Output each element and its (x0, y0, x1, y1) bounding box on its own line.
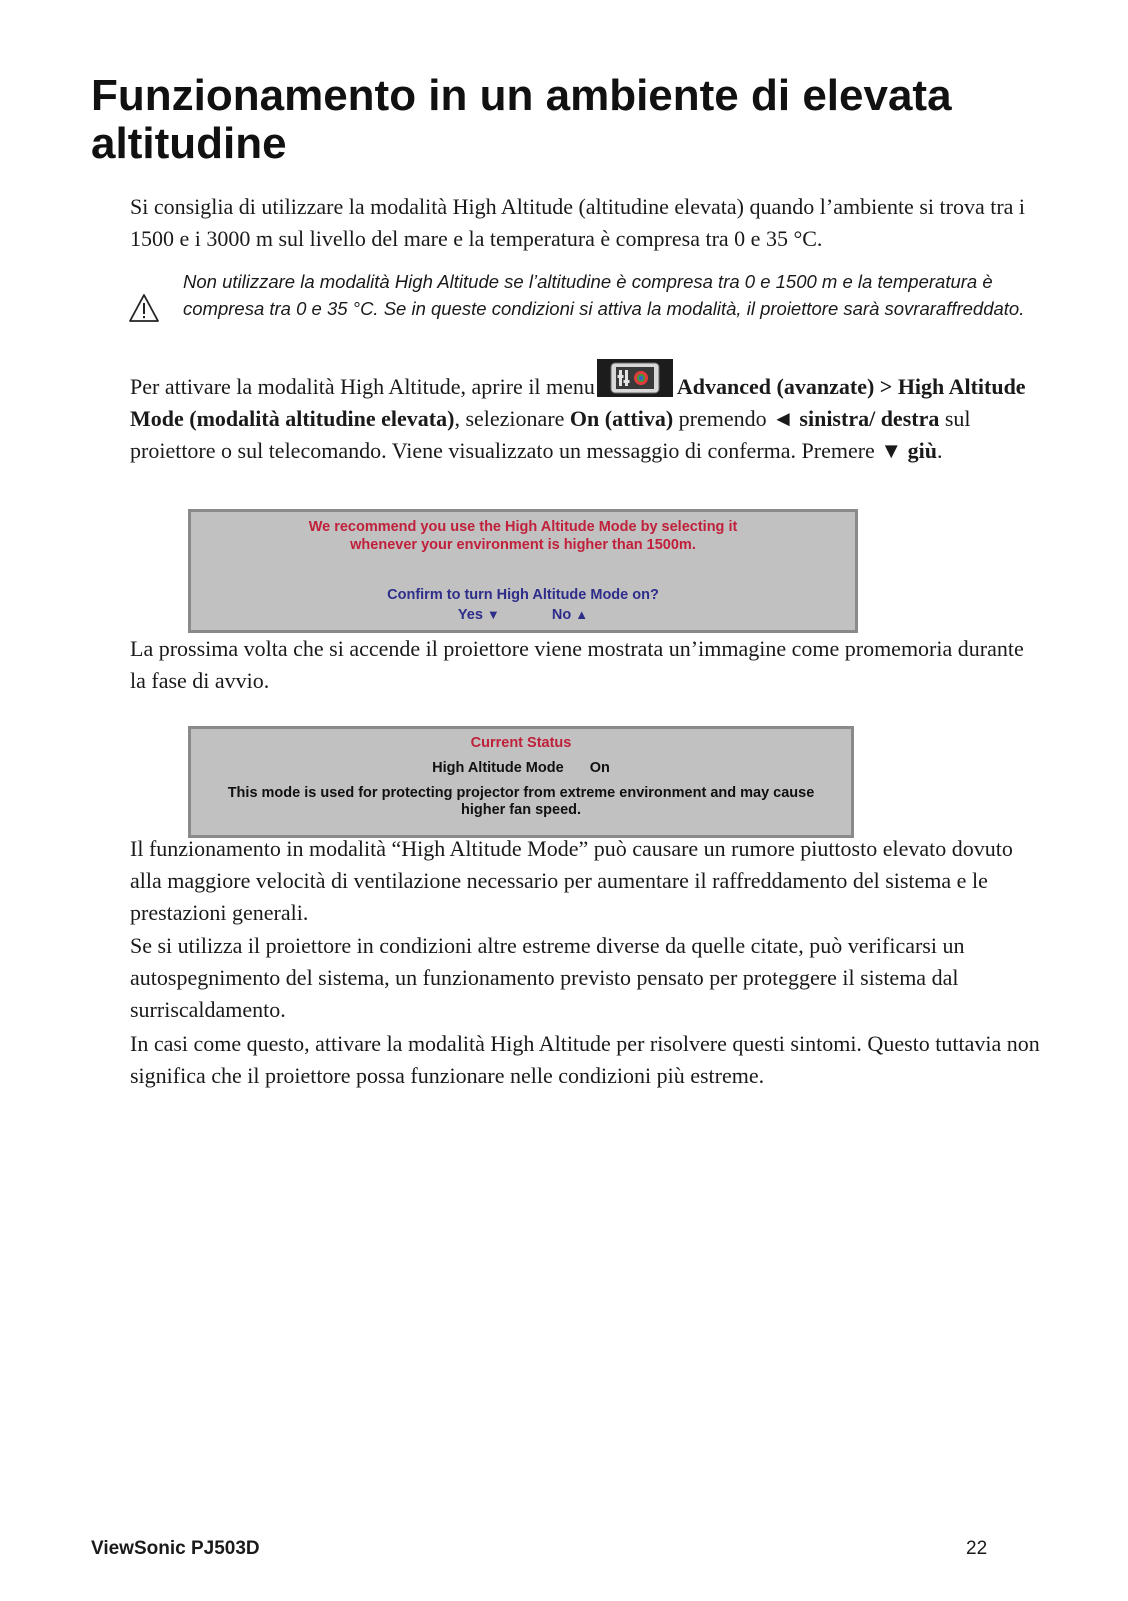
footer-product: ViewSonic PJ503D (91, 1538, 260, 1559)
activate-text-5: . (936, 438, 943, 463)
osd-choice-row (191, 606, 855, 624)
warning-triangle-icon (128, 293, 160, 323)
down-arrow-icon: ▼ (486, 607, 500, 622)
activate-text-4: sul proiettore o sul telecomando. Viene visualizzato un messaggio di conferma. Premere (130, 406, 971, 463)
osd-status-heading: Current Status (470, 735, 572, 751)
osd-status-desc-line-2: higher fan speed. (460, 802, 582, 818)
osd-status-mode-row (191, 759, 851, 777)
activate-on-option: On (attiva) (569, 406, 674, 431)
osd-confirm-dialog (188, 509, 858, 633)
next-time-paragraph: La prossima volta che si accende il proiettore viene mostrata un’immagine come promemoria durante la fase di avvio. (130, 636, 1024, 693)
activate-paragraph (130, 365, 1040, 467)
osd-recommend-line-1: We recommend you use the High Altitude Mode by selecting it (308, 519, 738, 535)
extreme-conditions-paragraph: Se si utilizza il proiettore in condizioni altre estreme diverse da quelle citate, può verificarsi un autospegnimento del sistema, un funzionamento previsto pensato per proteggere il sistema dal surriscaldamento. (130, 933, 965, 1022)
footer-page-number: 22 (966, 1538, 988, 1559)
osd-confirm-question: Confirm to turn High Altitude Mode on? (387, 587, 659, 603)
osd-status-mode-value: On (589, 760, 610, 776)
osd-status-desc-line-1: This mode is used for protecting projector from extreme environment and may cause (227, 785, 815, 801)
activate-menu-path: Advanced (avanzate) > High Altitude Mode (modalità altitudine elevata) (130, 374, 1026, 431)
osd-yes-option[interactable]: Yes ▼ (457, 607, 500, 623)
cases-paragraph: In casi come questo, attivare la modalità High Altitude per risolvere questi sintomi. Questo tuttavia non significa che il proiettore possa funzionare nelle condizioni più estreme. (130, 1031, 1040, 1088)
intro-paragraph: Si consiglia di utilizzare la modalità High Altitude (altitudine elevata) quando l’ambiente si trova tra i 1500 e i 3000 m sul livello del mare e la temperatura è compresa tra 0 e 35 °C. (130, 194, 1026, 251)
osd-status-mode-label: High Altitude Mode (432, 760, 564, 776)
activate-text-3: premendo (673, 406, 773, 431)
page-title: Funzionamento in un ambiente di elevata altitudine (91, 71, 952, 168)
up-arrow-icon: ▲ (575, 607, 589, 622)
noise-paragraph: Il funzionamento in modalità “High Altitude Mode” può causare un rumore piuttosto elevato dovuto alla maggiore velocità di ventilazione necessario per aumentare il raffreddamento del sistema e le prestazioni generali. (130, 836, 1013, 925)
activate-down-key: ▼ giù (880, 438, 937, 463)
activate-left-right-keys: ◄ sinistra/ destra (772, 406, 940, 431)
osd-recommend-line-2: whenever your environment is higher than 1500m. (350, 537, 696, 553)
warning-note: Non utilizzare la modalità High Altitude se l’altitudine è compresa tra 0 e 1500 m e la temperatura è compresa tra 0 e 35 °C. Se in queste condizioni si attiva la modalità, il proiettore sarà sovraraffreddato. (183, 271, 1025, 319)
osd-status-screen (188, 726, 854, 838)
activate-text-1: Per attivare la modalità High Altitude, aprire il menu (130, 374, 595, 399)
advanced-menu-icon (597, 359, 673, 397)
osd-no-option[interactable]: No ▲ (551, 607, 589, 623)
activate-text-2: , selezionare (454, 406, 570, 431)
